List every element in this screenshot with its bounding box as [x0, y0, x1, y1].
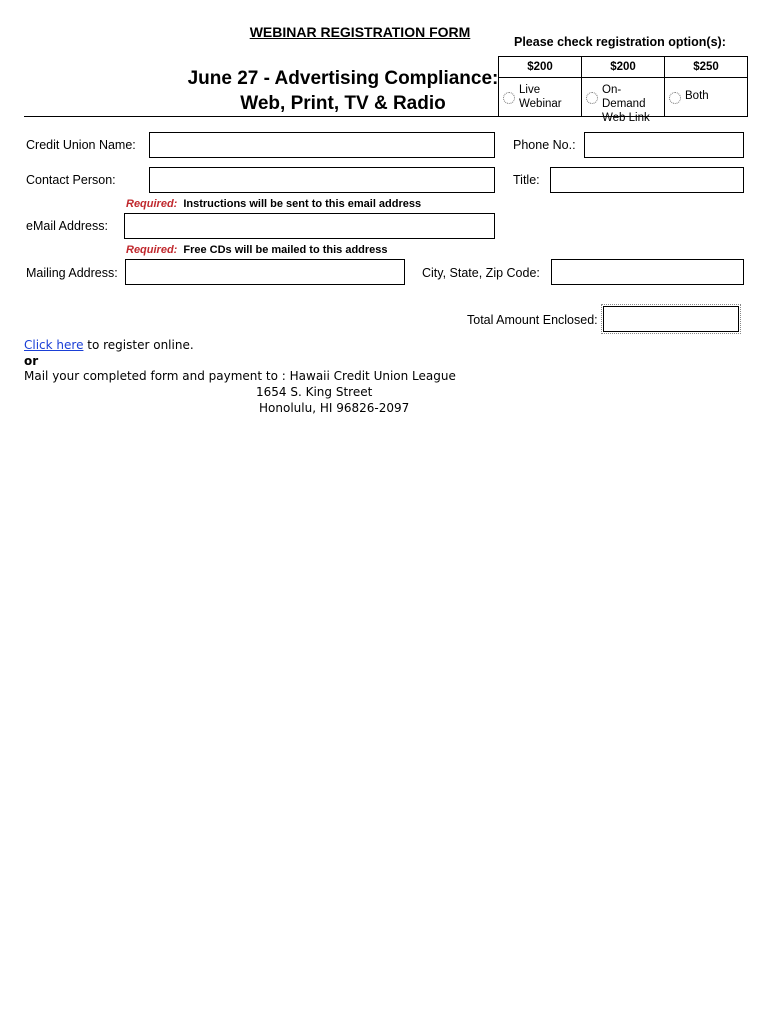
credit-union-name-field[interactable] [149, 132, 495, 158]
live-webinar-radio[interactable] [503, 92, 515, 104]
registration-prompt: Please check registration option(s): [514, 35, 726, 49]
credit-union-name-label: Credit Union Name: [26, 138, 136, 152]
contact-person-label: Contact Person: [26, 173, 116, 187]
phone-field[interactable] [584, 132, 744, 158]
email-field[interactable] [124, 213, 495, 239]
live-webinar-label: Live Webinar [519, 84, 562, 110]
register-online-text: to register online. [83, 338, 194, 352]
both-radio[interactable] [669, 92, 681, 104]
contact-person-field[interactable] [149, 167, 495, 193]
city-state-zip-label: City, State, Zip Code: [422, 266, 540, 280]
phone-label: Phone No.: [513, 138, 576, 152]
form-title: WEBINAR REGISTRATION FORM [249, 24, 471, 40]
option-live-webinar[interactable] [499, 78, 582, 117]
total-amount-label: Total Amount Enclosed: [467, 313, 598, 327]
registration-options-table [498, 56, 748, 124]
event-title-line2: Web, Print, TV & Radio [240, 93, 446, 114]
email-required-note: Required: Instructions will be sent to this email address [126, 198, 422, 210]
mail-prefix: Mail your completed form and payment to : [24, 369, 290, 383]
option-price-live: $200 [499, 57, 582, 78]
register-online-line [24, 337, 194, 353]
mailing-address-field[interactable] [125, 259, 405, 285]
title-divider [24, 116, 500, 117]
register-online-link[interactable]: Click here [24, 338, 84, 352]
mailing-address-label: Mailing Address: [26, 266, 118, 280]
address-city: Honolulu, HI 96826-2097 [259, 401, 410, 415]
option-both[interactable] [665, 78, 748, 117]
event-title [180, 66, 506, 116]
mail-instructions [24, 368, 456, 384]
city-state-zip-field[interactable] [551, 259, 744, 285]
option-price-both: $250 [665, 57, 748, 78]
option-price-on-demand: $200 [582, 57, 665, 78]
title-label: Title: [513, 173, 540, 187]
on-demand-radio[interactable] [586, 92, 598, 104]
total-amount-field[interactable] [603, 306, 739, 332]
on-demand-label: On-Demand Web Link [602, 84, 650, 124]
address-street: 1654 S. King Street [256, 385, 373, 399]
both-label: Both [685, 90, 709, 102]
org-name: Hawaii Credit Union League [289, 369, 456, 383]
event-title-line1: June 27 - Advertising Compliance: [187, 68, 499, 89]
address-required-note: Required: Free CDs will be mailed to this address [126, 244, 388, 256]
or-text: or [24, 354, 39, 368]
email-label: eMail Address: [26, 219, 108, 233]
title-field[interactable] [550, 167, 744, 193]
option-on-demand[interactable] [582, 78, 665, 124]
